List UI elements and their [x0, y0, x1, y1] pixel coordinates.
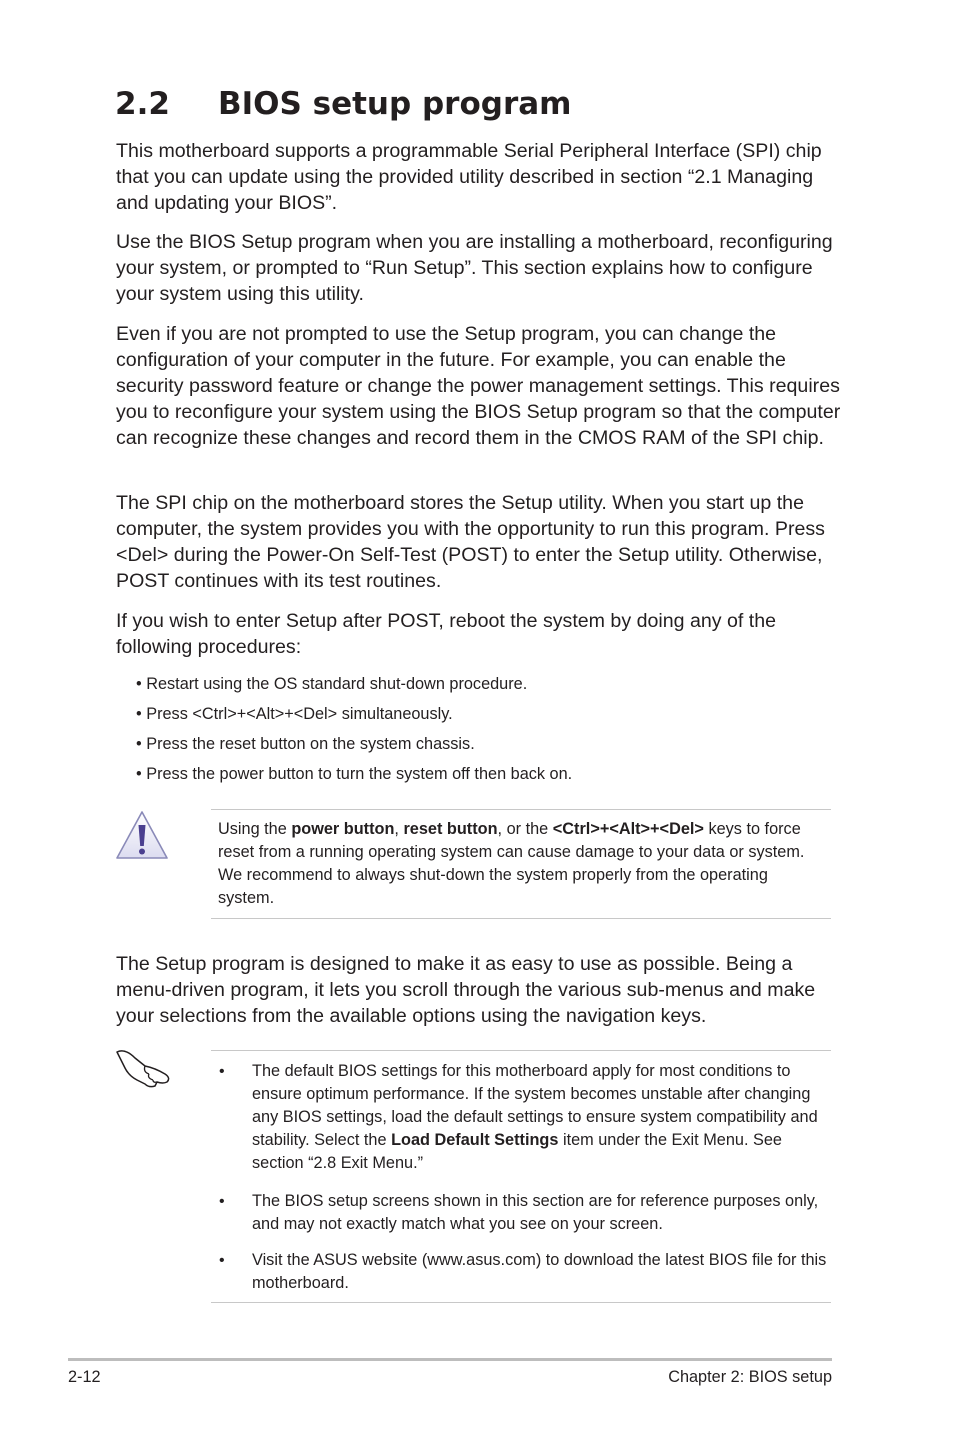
power-button-term: power button	[291, 820, 395, 838]
warning-triangle-icon	[114, 809, 170, 861]
reset-button-term: reset button	[403, 820, 498, 838]
footer-divider	[68, 1358, 832, 1361]
list-item: • Press the reset button on the system chassis.	[136, 735, 475, 753]
section-heading	[115, 86, 571, 122]
list-item: • Press <Ctrl>+<Alt>+<Del> simultaneously.	[136, 705, 453, 723]
paragraph-change-config: Even if you are not prompted to use the Setup program, you can change the configuration of your computer in the future. For example, you can enable the security password feature or change the power management settings. This requires you to reconfigure your system using the BIOS Setup program so that the computer can recognize these changes and record them in the CMOS RAM of the SPI chip.	[116, 323, 841, 449]
list-item: • Restart using the OS standard shut-down procedure.	[136, 675, 528, 693]
note-box: • The default BIOS settings for this motherboard apply for most conditions to ensure optimum performance. If the system becomes unstable after changing any BIOS settings, load the default settings to ensure system compatibility and stability. Select the Load Default Settings item under the Exit Menu. See section “2.8 Exit Menu.” • The BIOS setup screens shown in this section are for reference purposes only, and may not exactly match what you see on your screen. • Visit the ASUS website (www.asus.com) to download the latest BIOS file for this motherboard.	[211, 1050, 831, 1303]
key-combo-term: <Ctrl>+<Alt>+<Del>	[552, 820, 704, 838]
paragraph-use-setup: Use the BIOS Setup program when you are installing a motherboard, reconfiguring your system, or prompted to “Run Setup”. This section explains how to configure your system using this utility.	[116, 231, 833, 305]
page-number: 2-12	[68, 1368, 101, 1386]
paragraph-reboot: If you wish to enter Setup after POST, reboot the system by doing any of the following procedures:	[116, 610, 777, 658]
paragraph-menu-driven: The Setup program is designed to make it as easy to use as possible. Being a menu-driven program, it lets you scroll through the various sub-menus and make your selections from the available options using the navigation keys.	[116, 953, 816, 1027]
paragraph-spi-intro: This motherboard supports a programmable Serial Peripheral Interface (SPI) chip that you can update using the provided utility described in section “2.1 Managing and updating your BIOS”.	[116, 140, 822, 214]
section-title: BIOS setup program	[218, 86, 572, 122]
procedure-list	[136, 672, 572, 792]
chapter-label: Chapter 2: BIOS setup	[668, 1368, 832, 1386]
paragraph-spi-chip: The SPI chip on the motherboard stores the Setup utility. When you start up the computer, the system provides you with the opportunity to run this program. Press <Del> during the Power-On Self-Test (POST) to enter the Setup utility. Otherwise, POST continues with its test routines.	[116, 492, 825, 592]
caution-text: Using the power button, reset button, or the <Ctrl>+<Alt>+<Del> keys to force reset from a running operating system can cause damage to your data or system. We recommend to always shut-down the system properly from the operating system.	[218, 820, 805, 907]
list-item: • Press the power button to turn the system off then back on.	[136, 765, 573, 783]
pointing-hand-icon	[115, 1046, 173, 1088]
load-default-settings-term: Load Default Settings	[391, 1131, 559, 1149]
caution-box	[211, 809, 831, 919]
section-number: 2.2	[115, 86, 170, 122]
